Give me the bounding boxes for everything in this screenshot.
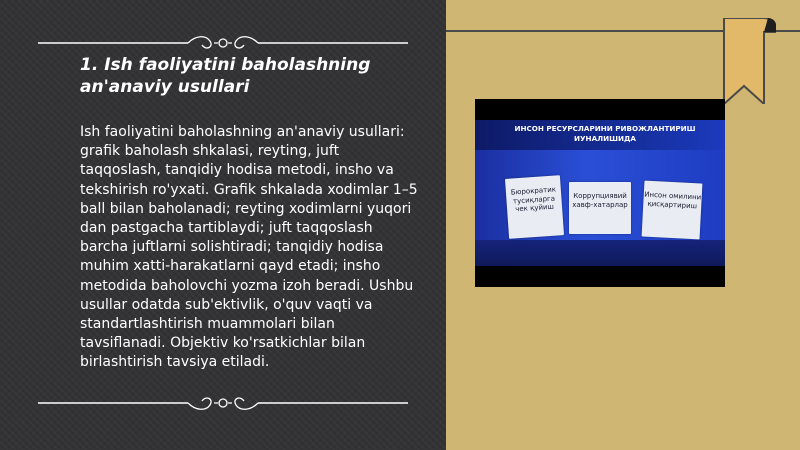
image-card-2: Коррупциявий хавф-хатарлар [569, 182, 631, 234]
image-card-3: Инсон омилини қисқартириш [642, 181, 703, 240]
bookmark-ribbon-icon [718, 18, 776, 104]
image-floor [475, 240, 725, 266]
slide-body: Ish faoliyatini baholashning an'anaviy usullari: grafik baholash shkalasi, reyting, juft taqqoslash, tanqidiy hodisa metodi, insho va tekshirish ro'yxati. Grafik shkalada xodimlar 1–5 ball bilan baholanadi; reyting xodimlarni yuqori dan pastgacha tartiblaydi; juft taqqoslash barcha juftlarni solishtiradi; tanqidiy hodisa muhim xatti-harakatlarni qayd etadi; insho metodida baholovchi yozma izoh beradi. Ushbu usullar odatda sub'ektivlik, o'quv vaqti va standartlashtirish muammolari bilan tavsiflanadi. Objektiv ko'rsatkichlar bilan birlashtirish tavsiya etiladi. [80, 124, 418, 371]
slide-image [475, 99, 725, 287]
image-card-1: Бюрократик тусиқларга чек қуйиш [505, 175, 564, 239]
slide-title: 1. Ish faoliyatini baholashning an'anaviy usullari [80, 55, 371, 97]
bottom-ornament-icon [38, 391, 408, 415]
image-scene [475, 120, 725, 266]
image-heading: ИНСОН РЕСУРСЛАРИНИ РИВОЖЛАНТИРИШ ИУНАЛИШИДА [514, 124, 696, 143]
top-ornament-icon [38, 31, 408, 55]
